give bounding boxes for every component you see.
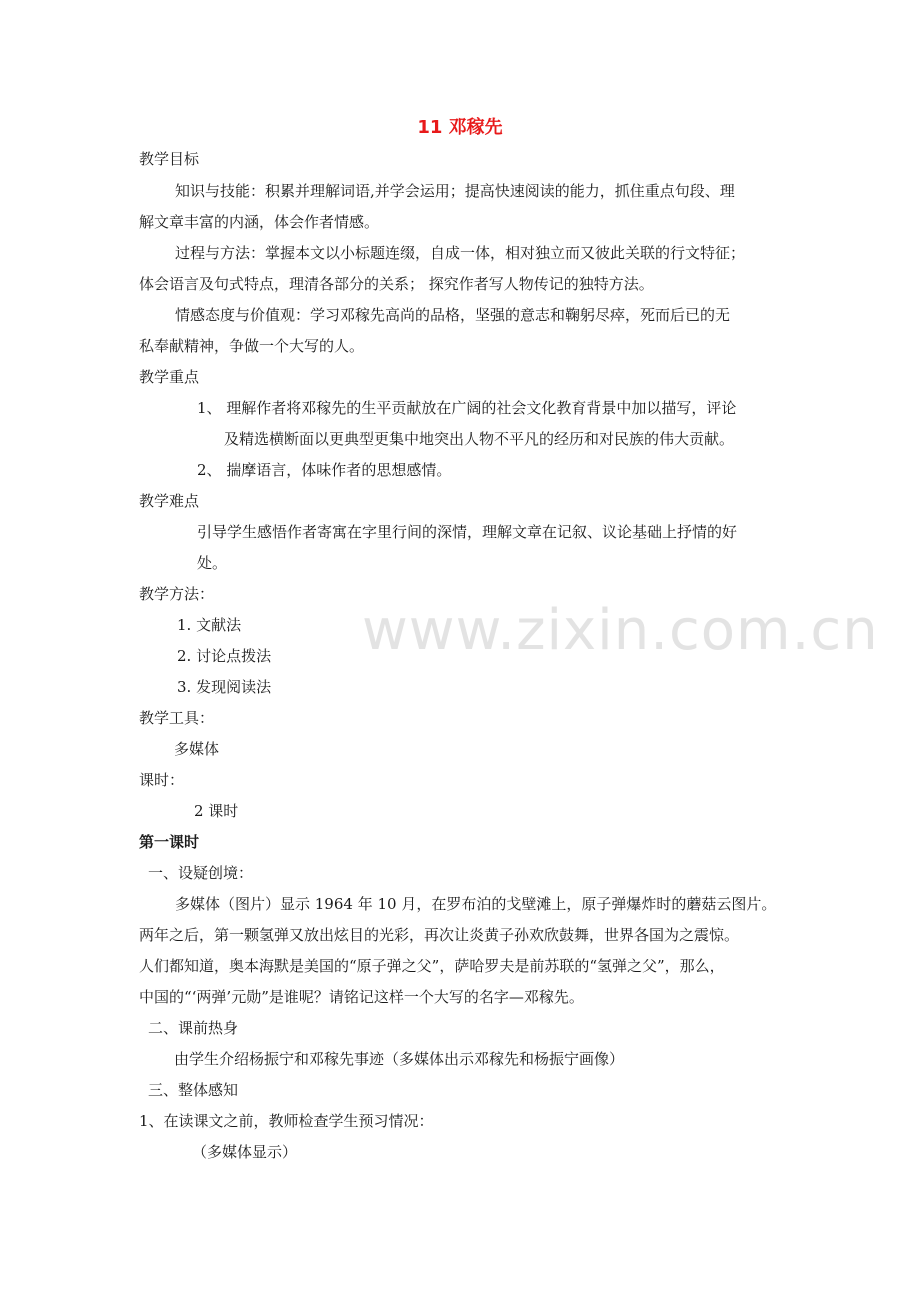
section-heading: 二、课前热身 [148,1019,239,1037]
paragraph-line: 私奉献精神，争做一个大写的人。 [139,337,365,355]
section-heading: 一、设疑创境： [148,864,254,882]
paragraph-line: 解文章丰富的内涵，体会作者情感。 [139,213,380,231]
heading-difficulties: 教学难点 [139,492,200,510]
paragraph-line: 1、在读课文之前，教师检查学生预习情况： [139,1112,434,1130]
page-title: 11 邓稼先 [417,117,503,138]
paragraph-line: 体会语言及句式特点，理清各部分的关系； 探究作者写人物传记的独特方法。 [139,275,654,293]
paragraph-line: 人们都知道，奥本海默是美国的“原子弹之父”，萨哈罗夫是前苏联的“氢弹之父”，那么， [139,957,725,975]
paragraph-line: 两年之后，第一颗氢弹又放出炫目的光彩，再次让炎黄子孙欢欣鼓舞，世界各国为之震惊。 [139,926,740,944]
heading-teaching-goals: 教学目标 [139,150,200,168]
paragraph-line: 情感态度与价值观：学习邓稼先高尚的品格，坚强的意志和鞠躬尽瘁，死而后已的无 [175,306,731,324]
paragraph-line: 多媒体 [174,740,220,758]
paragraph-line: 处。 [197,554,228,572]
section-heading: 三、整体感知 [148,1081,239,1099]
list-item: 2. 讨论点拨法 [177,647,272,665]
watermark: www.zixin.com.cn [362,598,879,663]
heading-periods: 课时： [139,771,185,789]
heading-tools: 教学工具： [139,709,215,727]
heading-first-period: 第一课时 [139,833,200,851]
list-item-continued: 及精选横断面以更典型更集中地突出人物不平凡的经历和对民族的伟大贡献。 [224,430,735,448]
heading-key-points: 教学重点 [139,368,200,386]
paragraph-line: 过程与方法：掌握本文以小标题连缀，自成一体，相对独立而又彼此关联的行文特征； [175,244,746,262]
paragraph-line: 由学生介绍杨振宁和邓稼先事迹（多媒体出示邓稼先和杨振宁画像） [174,1050,625,1068]
paragraph-line: 知识与技能：积累并理解词语,并学会运用；提高快速阅读的能力，抓住重点句段、理 [175,182,735,200]
paragraph-line: 引导学生感悟作者寄寓在字里行间的深情，理解文章在记叙、议论基础上抒情的好 [197,523,738,541]
paragraph-line: （多媒体显示） [192,1143,298,1161]
paragraph-line: 2 课时 [194,802,239,820]
paragraph-line: 多媒体（图片）显示 1964 年 10 月，在罗布泊的戈壁滩上，原子弹爆炸时的蘑菇云图片。 [175,895,777,913]
list-item: 3. 发现阅读法 [177,678,272,696]
list-item: 1. 文献法 [177,616,242,634]
heading-methods: 教学方法： [139,585,215,603]
paragraph-line: 中国的“‘两弹’元勋”是谁呢？请铭记这样一个大写的名字—邓稼先。 [139,988,584,1006]
list-item: 2、 揣摩语言，体味作者的思想感情。 [197,461,452,479]
list-item: 1、 理解作者将邓稼先的生平贡献放在广阔的社会文化教育背景中加以描写，评论 [197,399,737,417]
